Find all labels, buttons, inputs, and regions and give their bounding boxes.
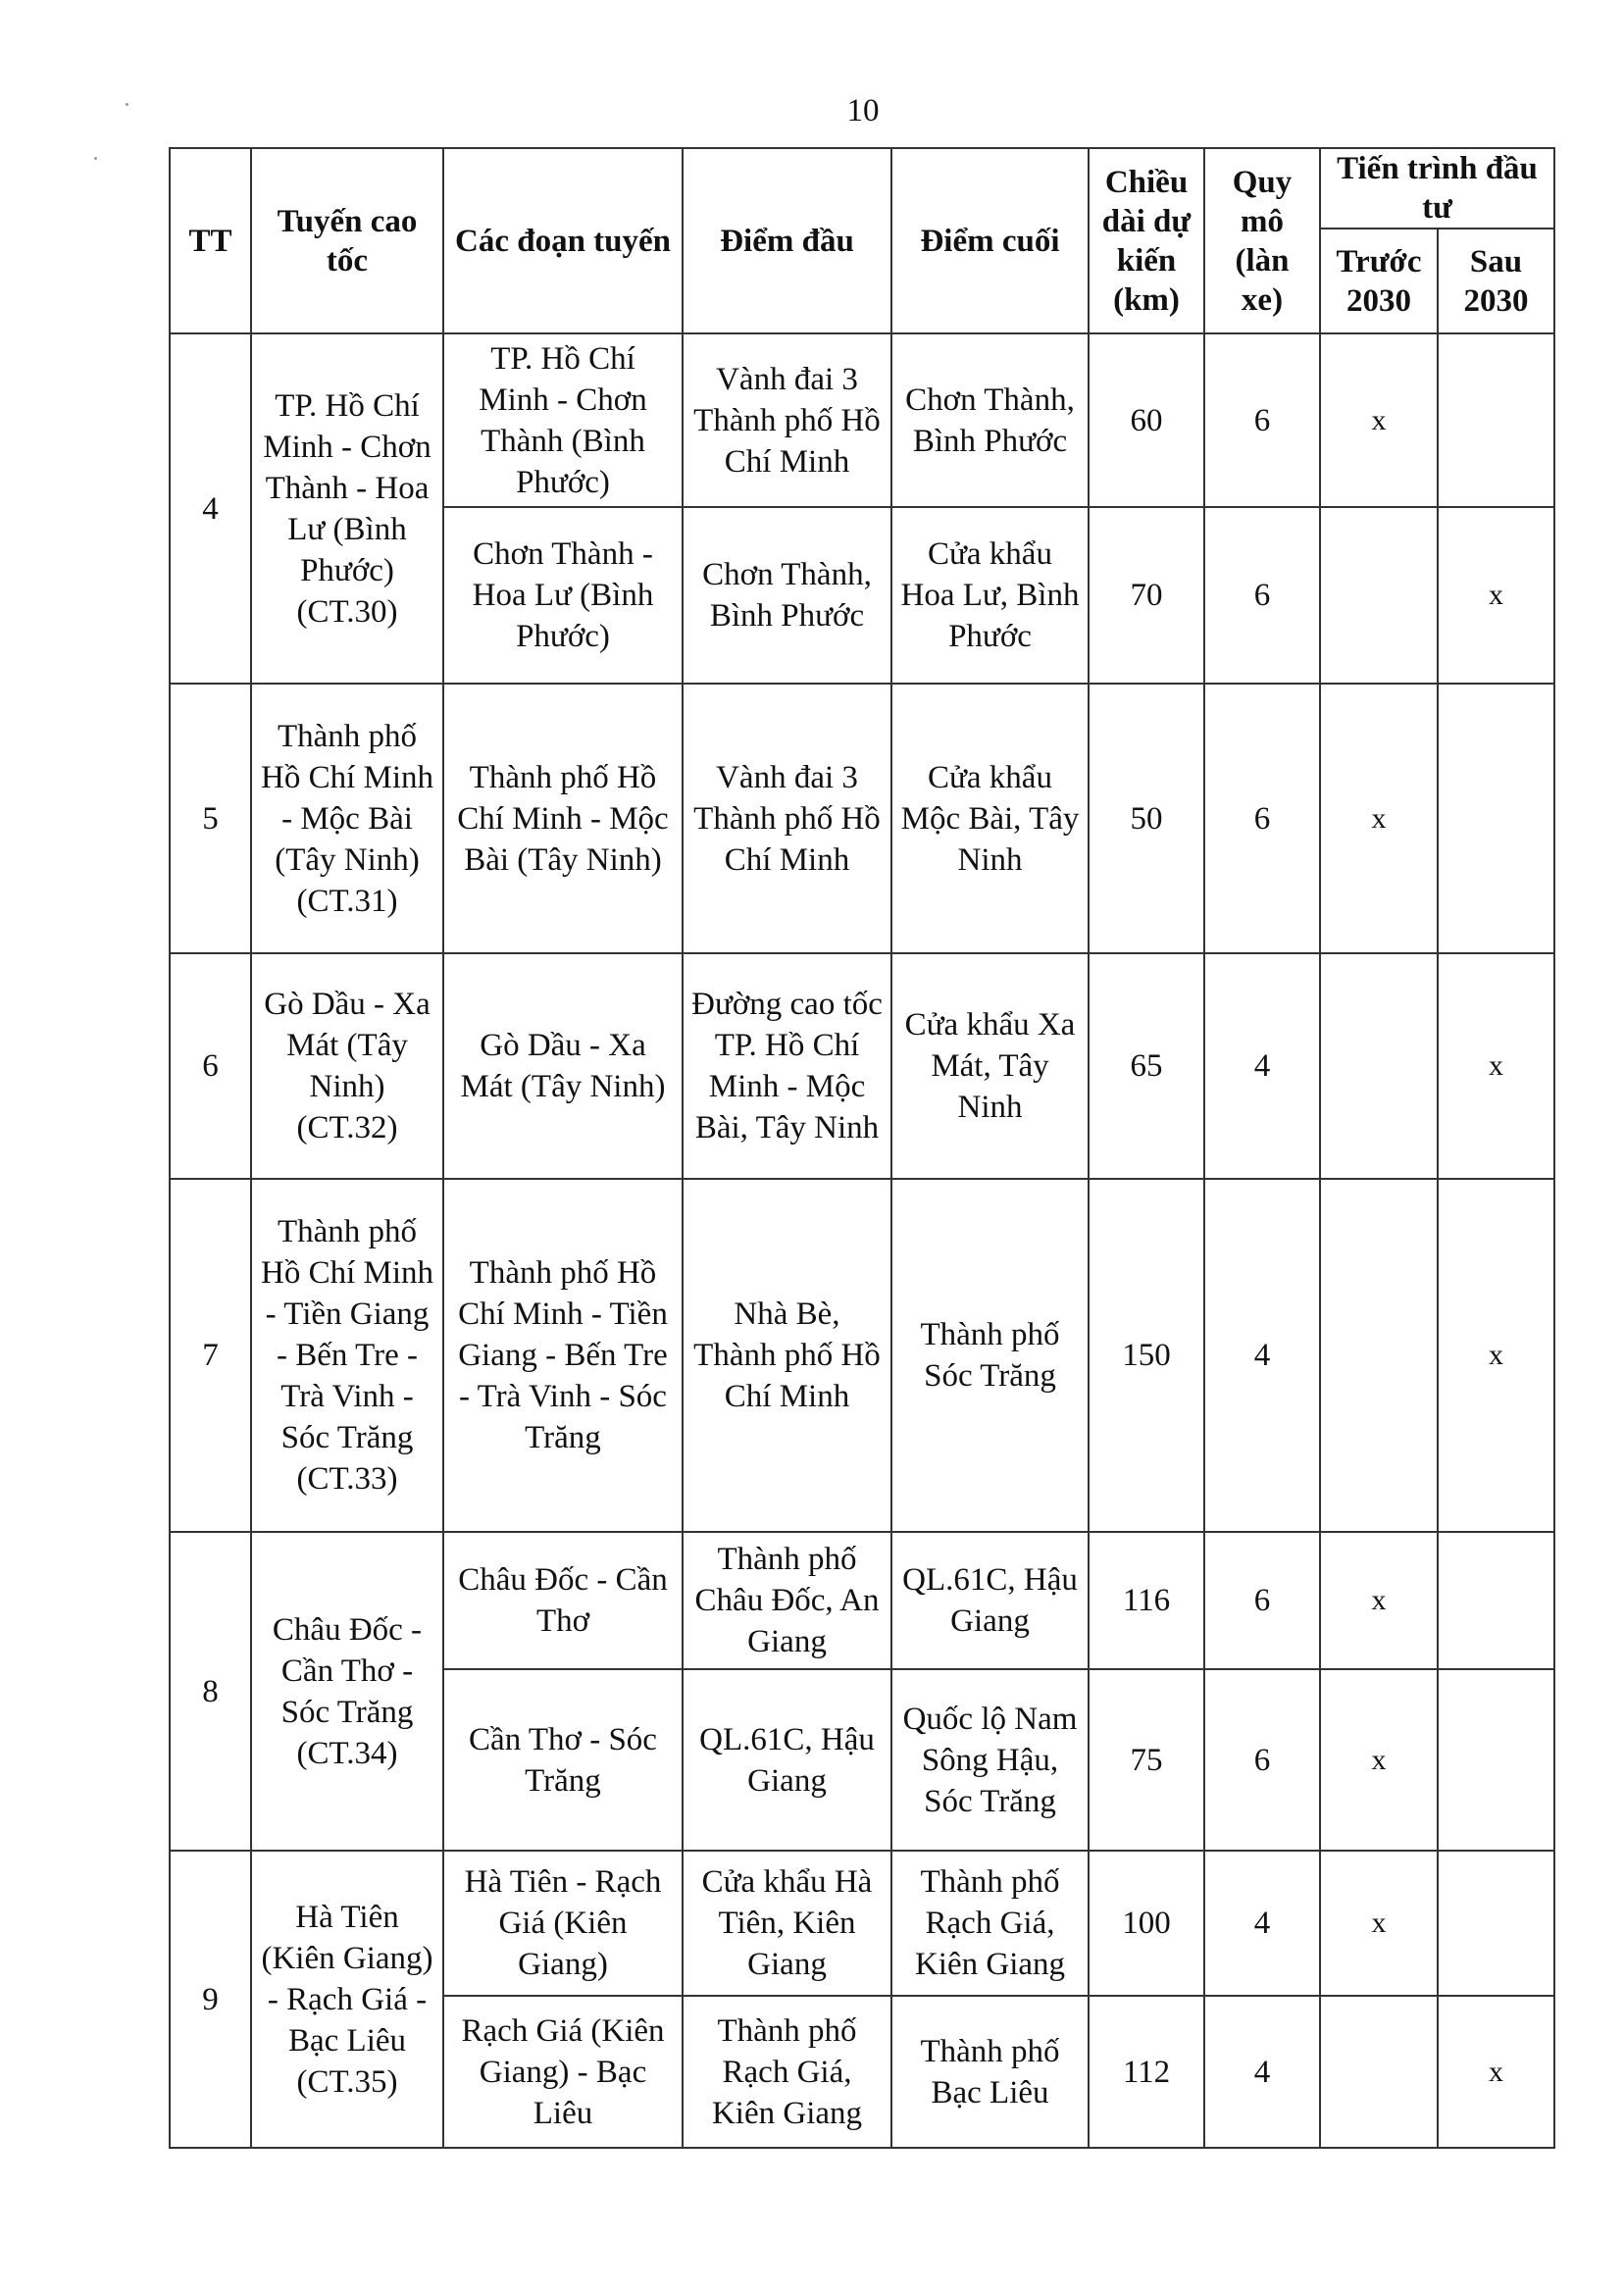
route-name: Thành phố Hồ Chí Minh - Mộc Bài (Tây Ninh) (CT.31) (251, 684, 443, 953)
table-row (170, 1532, 1554, 1669)
length-km: 60 (1089, 333, 1204, 507)
start-point: Thành phố Châu Đốc, An Giang (683, 1532, 891, 1669)
lane-count: 4 (1204, 1996, 1320, 2148)
before-2030-mark (1320, 1996, 1438, 2148)
table-row (170, 684, 1554, 953)
start-point: Thành phố Rạch Giá, Kiên Giang (683, 1996, 891, 2148)
length-km: 65 (1089, 953, 1204, 1179)
table-row (170, 953, 1554, 1179)
route-name: TP. Hồ Chí Minh - Chơn Thành - Hoa Lư (Bình Phước) (CT.30) (251, 333, 443, 684)
length-km: 112 (1089, 1996, 1204, 2148)
expressway-plan-table (169, 147, 1555, 2149)
after-2030-mark: x (1438, 1996, 1554, 2148)
lane-count: 4 (1204, 1179, 1320, 1532)
table-body (170, 333, 1554, 2148)
start-point: Chơn Thành, Bình Phước (683, 507, 891, 684)
after-2030-mark (1438, 1851, 1554, 1996)
end-point: Thành phố Bạc Liêu (891, 1996, 1089, 2148)
header-row (170, 148, 1554, 229)
end-point: Thành phố Rạch Giá, Kiên Giang (891, 1851, 1089, 1996)
row-number: 7 (170, 1179, 251, 1532)
lane-count: 6 (1204, 1669, 1320, 1851)
header-segment: Các đoạn tuyến (443, 148, 683, 333)
scan-speck (126, 103, 128, 106)
before-2030-mark: x (1320, 1669, 1438, 1851)
row-number: 4 (170, 333, 251, 684)
length-km: 75 (1089, 1669, 1204, 1851)
end-point: Cửa khẩu Xa Mát, Tây Ninh (891, 953, 1089, 1179)
after-2030-mark: x (1438, 507, 1554, 684)
start-point: QL.61C, Hậu Giang (683, 1669, 891, 1851)
segment-name: Chơn Thành - Hoa Lư (Bình Phước) (443, 507, 683, 684)
segment-name: Rạch Giá (Kiên Giang) - Bạc Liêu (443, 1996, 683, 2148)
row-number: 8 (170, 1532, 251, 1851)
after-2030-mark (1438, 333, 1554, 507)
after-2030-mark: x (1438, 953, 1554, 1179)
after-2030-mark (1438, 684, 1554, 953)
end-point: QL.61C, Hậu Giang (891, 1532, 1089, 1669)
after-2030-mark (1438, 1532, 1554, 1669)
segment-name: Thành phố Hồ Chí Minh - Mộc Bài (Tây Ninh) (443, 684, 683, 953)
end-point: Cửa khẩu Hoa Lư, Bình Phước (891, 507, 1089, 684)
row-number: 6 (170, 953, 251, 1179)
lane-count: 6 (1204, 507, 1320, 684)
header-tt: TT (170, 148, 251, 333)
before-2030-mark (1320, 507, 1438, 684)
scan-speck (94, 157, 97, 160)
start-point: Cửa khẩu Hà Tiên, Kiên Giang (683, 1851, 891, 1996)
lane-count: 6 (1204, 1532, 1320, 1669)
table-row (170, 333, 1554, 507)
start-point: Vành đai 3 Thành phố Hồ Chí Minh (683, 333, 891, 507)
length-km: 100 (1089, 1851, 1204, 1996)
header-start: Điểm đầu (683, 148, 891, 333)
before-2030-mark: x (1320, 1532, 1438, 1669)
header-route: Tuyến cao tốc (251, 148, 443, 333)
end-point: Quốc lộ Nam Sông Hậu, Sóc Trăng (891, 1669, 1089, 1851)
after-2030-mark (1438, 1669, 1554, 1851)
length-km: 150 (1089, 1179, 1204, 1532)
header-after-2030: Sau 2030 (1438, 229, 1554, 333)
end-point: Chơn Thành, Bình Phước (891, 333, 1089, 507)
route-name: Châu Đốc - Cần Thơ - Sóc Trăng (CT.34) (251, 1532, 443, 1851)
row-number: 9 (170, 1851, 251, 2148)
header-end: Điểm cuối (891, 148, 1089, 333)
row-number: 5 (170, 684, 251, 953)
length-km: 50 (1089, 684, 1204, 953)
table-row (170, 1851, 1554, 1996)
length-km: 70 (1089, 507, 1204, 684)
header-scale: Quy mô (làn xe) (1204, 148, 1320, 333)
route-name: Hà Tiên (Kiên Giang) - Rạch Giá - Bạc Liêu (CT.35) (251, 1851, 443, 2148)
before-2030-mark (1320, 1179, 1438, 1532)
lane-count: 6 (1204, 684, 1320, 953)
table-row (170, 1179, 1554, 1532)
lane-count: 6 (1204, 333, 1320, 507)
segment-name: Gò Dầu - Xa Mát (Tây Ninh) (443, 953, 683, 1179)
segment-name: Cần Thơ - Sóc Trăng (443, 1669, 683, 1851)
route-name: Gò Dầu - Xa Mát (Tây Ninh) (CT.32) (251, 953, 443, 1179)
lane-count: 4 (1204, 953, 1320, 1179)
before-2030-mark: x (1320, 333, 1438, 507)
end-point: Thành phố Sóc Trăng (891, 1179, 1089, 1532)
after-2030-mark: x (1438, 1179, 1554, 1532)
header-before-2030: Trước 2030 (1320, 229, 1438, 333)
start-point: Đường cao tốc TP. Hồ Chí Minh - Mộc Bài, Tây Ninh (683, 953, 891, 1179)
segment-name: Châu Đốc - Cần Thơ (443, 1532, 683, 1669)
length-km: 116 (1089, 1532, 1204, 1669)
before-2030-mark (1320, 953, 1438, 1179)
segment-name: Thành phố Hồ Chí Minh - Tiền Giang - Bến Tre - Trà Vinh - Sóc Trăng (443, 1179, 683, 1532)
header-length: Chiều dài dự kiến (km) (1089, 148, 1204, 333)
before-2030-mark: x (1320, 1851, 1438, 1996)
before-2030-mark: x (1320, 684, 1438, 953)
segment-name: TP. Hồ Chí Minh - Chơn Thành (Bình Phước) (443, 333, 683, 507)
start-point: Nhà Bè, Thành phố Hồ Chí Minh (683, 1179, 891, 1532)
header-progress: Tiến trình đầu tư (1320, 148, 1554, 229)
end-point: Cửa khẩu Mộc Bài, Tây Ninh (891, 684, 1089, 953)
lane-count: 4 (1204, 1851, 1320, 1996)
route-name: Thành phố Hồ Chí Minh - Tiền Giang - Bến Tre - Trà Vinh - Sóc Trăng (CT.33) (251, 1179, 443, 1532)
start-point: Vành đai 3 Thành phố Hồ Chí Minh (683, 684, 891, 953)
page-number: 10 (846, 93, 880, 128)
segment-name: Hà Tiên - Rạch Giá (Kiên Giang) (443, 1851, 683, 1996)
